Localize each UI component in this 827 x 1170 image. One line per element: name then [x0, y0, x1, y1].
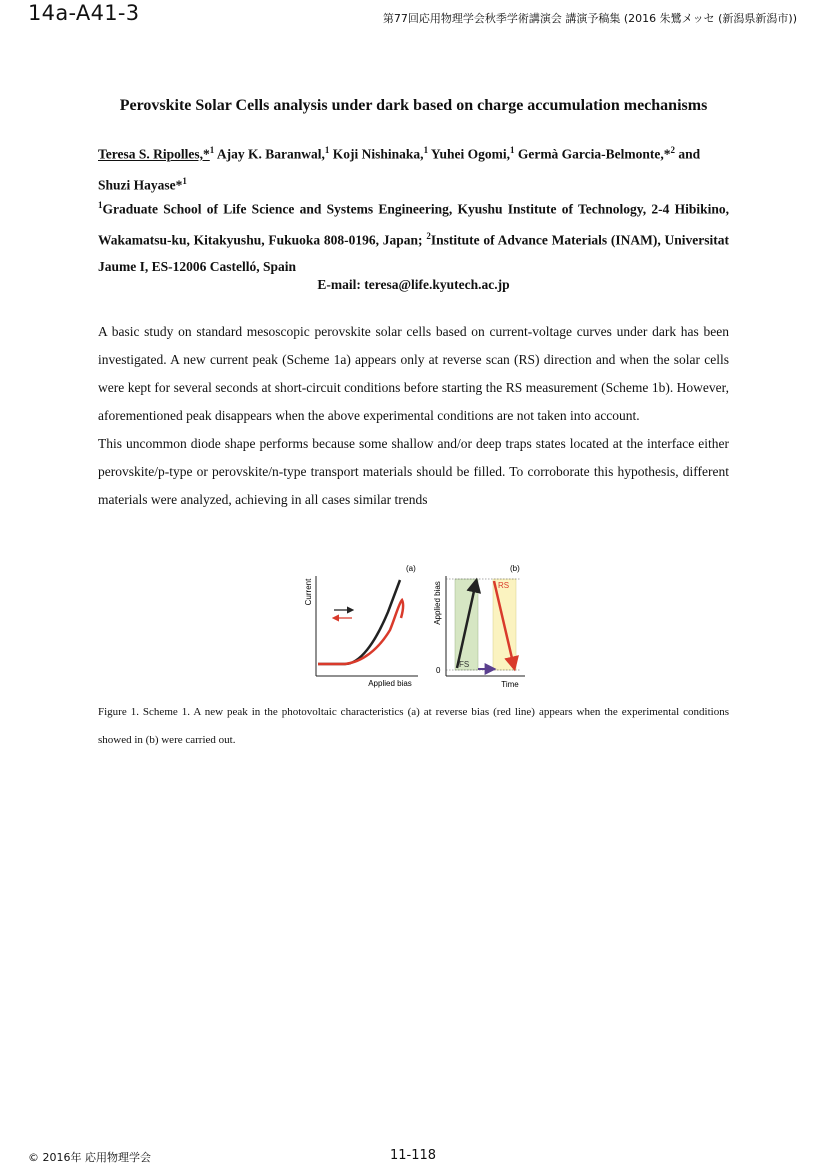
author-6: and Shuzi Hayase*: [98, 146, 701, 192]
reverse-scan-curve: [318, 600, 403, 664]
panel-a: [304, 564, 418, 688]
author-list: [98, 137, 729, 198]
panel-b-label: (b): [510, 564, 520, 573]
paper-title: Perovskite Solar Cells analysis under dark based on charge accumulation mechanisms: [119, 97, 708, 114]
author-2: Ajay K. Baranwal,: [214, 146, 325, 162]
paper-id: 14a-A41-3: [28, 1, 140, 25]
affil-2-marker: 2: [426, 230, 431, 241]
affiliations: [98, 192, 729, 280]
author-first-affil: 1: [209, 145, 215, 155]
panel-a-xlabel: Applied bias: [368, 679, 412, 688]
conference-header: 第77回応用物理学会秋季学術講演会 講演予稿集 (2016 朱鷺メッセ (新潟県新潟市)): [382, 12, 797, 25]
contact-email: E-mail: teresa@life.kyutech.ac.jp: [317, 277, 510, 292]
author-2-affil: 1: [324, 145, 330, 155]
forward-scan-curve: [318, 580, 400, 664]
rs-label: RS: [498, 581, 510, 590]
panel-b-ylabel: Applied bias: [433, 581, 442, 625]
figure-caption: Figure 1. Scheme 1. A new peak in the photovoltaic characteristics (a) at reverse bias (red line) appears when the experimental conditions showed in (b) were carried out.: [98, 706, 729, 746]
fs-label: FS: [459, 660, 470, 669]
affil-1-marker: 1: [98, 200, 103, 210]
abstract-paragraph-1: A basic study on standard mesoscopic perovskite solar cells based on current-voltage curves under dark has been investigated. A new current peak (Scheme 1a) appears only at reverse scan (RS) direction and when the solar cells were kept for several seconds at short-circuit conditions before starting the RS measurement (Scheme 1b). However, aforementioned peak disappears when the above experimental conditions are not taken into account.: [98, 324, 729, 423]
abstract-paragraph-2: This uncommon diode shape performs because some shallow and/or deep traps states located at the interface either perovskite/p-type or perovskite/n-type transport materials should be filled. To corroborate this hypothesis, different materials were analyzed, achieving in all cases similar trends: [98, 436, 729, 507]
panel-a-label: (a): [406, 564, 416, 573]
page-number: 11-118: [390, 1148, 437, 1163]
author-6-affil: 1: [182, 175, 187, 186]
abstract: [98, 318, 729, 514]
author-5: Germà Garcia-Belmonte,*: [514, 146, 671, 162]
scheme-1-figure: [290, 558, 540, 693]
panel-b: [433, 564, 525, 689]
affil-1-text: Graduate School of Life Science and Systems Engineering, Kyushu Institute of Technology, 2-4 Hibikino, Wakamatsu-ku, Kitakyushu, Fukuoka 808-0196, Japan;: [98, 201, 729, 247]
author-4: Yuhei Ogomi,: [428, 146, 510, 162]
author-first: Teresa S. Ripolles,*: [98, 146, 210, 162]
author-4-affil: 1: [509, 145, 515, 155]
panel-b-xlabel: Time: [501, 680, 519, 689]
author-3-affil: 1: [423, 145, 429, 155]
zero-bias-label: 0: [436, 666, 441, 675]
author-3: Koji Nishinaka,: [329, 146, 424, 162]
affil-2-text: Institute of Advance Materials (INAM), Universitat Jaume I, ES-12006 Castelló, Spain: [98, 232, 729, 274]
panel-a-ylabel: Current: [304, 578, 313, 606]
author-5-affil: 2: [670, 145, 676, 155]
copyright-footer: © 2016年 応用物理学会: [28, 1151, 151, 1164]
